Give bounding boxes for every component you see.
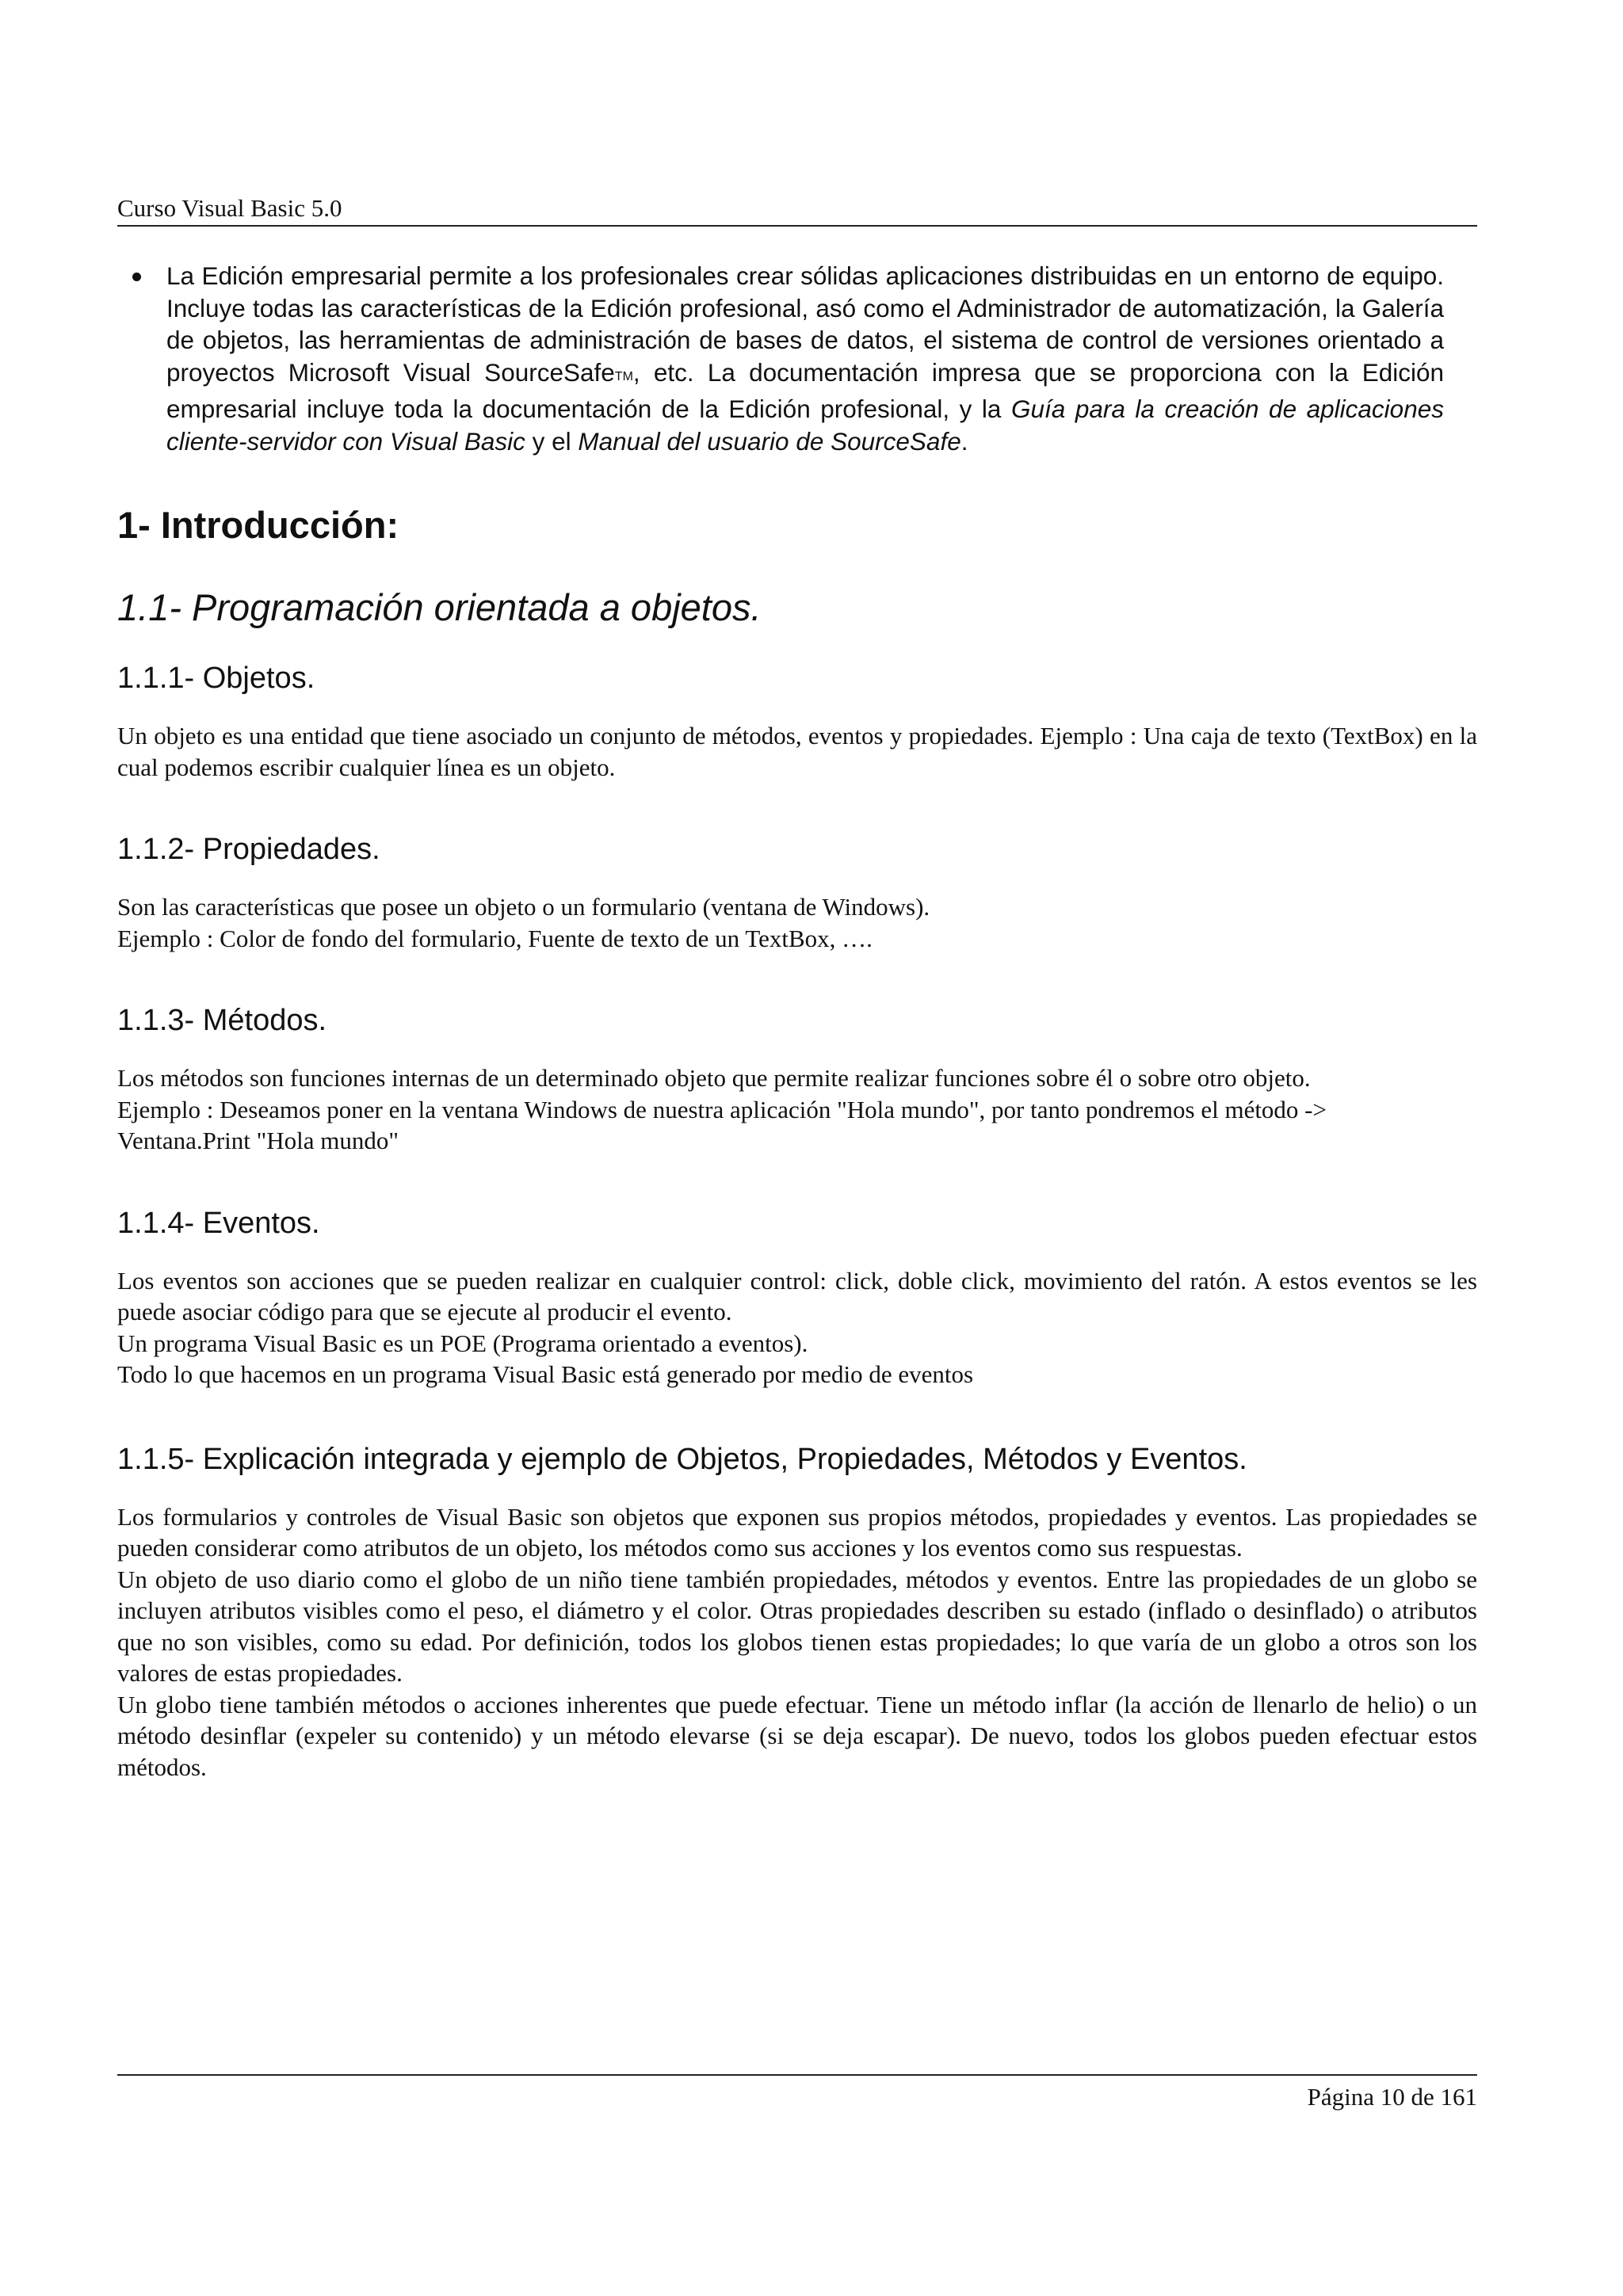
paragraph-metodos-2: Ejemplo : Deseamos poner en la ventana Windows de nuestra aplicación "Hola mundo", por tanto pondremos el método -> (117, 1095, 1327, 1123)
heading-introduccion: 1- Introducción: (117, 504, 399, 546)
bullet-italic-guide-title: Guía para la creación de aplicaciones cliente-servidor con Visual Basic (166, 395, 1444, 456)
paragraph-propiedades-2: Ejemplo : Color de fondo del formulario, Fuente de texto de un TextBox, …. (117, 924, 873, 952)
bullet-item-enterprise-edition (166, 260, 1444, 457)
heading-metodos: 1.1.3- Métodos. (117, 1004, 327, 1037)
paragraph-eventos-2: Un programa Visual Basic es un POE (Programa orientado a eventos). (117, 1329, 808, 1357)
bullet-dot-icon (132, 273, 141, 281)
heading-propiedades: 1.1.2- Propiedades. (117, 833, 380, 866)
paragraph-metodos-1: Los métodos son funciones internas de un determinado objeto que permite realizar funciones sobre él o sobre otro objeto. (117, 1064, 1311, 1092)
heading-explicacion-integrada: 1.1.5- Explicación integrada y ejemplo de Objetos, Propiedades, Métodos y Eventos. (117, 1442, 1247, 1476)
bullet-text-part3: y el (525, 426, 579, 456)
paragraph-eventos-3: Todo lo que hacemos en un programa Visual Basic está generado por medio de eventos (117, 1360, 974, 1388)
footer-rule (117, 2074, 1477, 2076)
bullet-text-part2: , etc. La documentación impresa que se proporciona con la Edición empresarial incluye toda la documentación de la Edición profesional, y la (166, 357, 1445, 423)
bullet-italic-manual-title: Manual del usuario de SourceSafe (578, 426, 961, 456)
running-header: Curso Visual Basic 5.0 (117, 193, 1477, 227)
paragraph-objetos: Un objeto es una entidad que tiene asociado un conjunto de métodos, eventos y propiedades. Ejemplo : Una caja de texto (TextBox) en la cual podemos escribir cualquier línea es un objeto. (117, 722, 1477, 781)
page-number: Página 10 de 161 (1307, 2083, 1477, 2111)
bullet-text-part4: . (960, 426, 968, 456)
paragraph-explicacion-2: Un objeto de uso diario como el globo de un niño tiene también propiedades, métodos y eventos. Entre las propiedades de un globo se incluyen atributos visibles como el peso, el diámetro y el color. Otras propiedades describen su estado (inflado o desinflado) o atributos que no son visibles, como su edad. Por definición, todos los globos tienen estas propiedades; lo que varía de un globo a otros son los valores de estas propiedades. (117, 1565, 1477, 1687)
page-content (117, 260, 1477, 1783)
heading-eventos: 1.1.4- Eventos. (117, 1206, 320, 1240)
paragraph-explicacion-1: Los formularios y controles de Visual Basic son objetos que exponen sus propios métodos, propiedades y eventos. Las propiedades se pueden considerar como atributos de un objeto, los métodos como sus acciones y los eventos como sus respuestas. (117, 1502, 1477, 1562)
paragraph-explicacion-3: Un globo tiene también métodos o acciones inherentes que puede efectuar. Tiene un método inflar (la acción de llenarlo de helio) o un método desinflar (expeler su contenido) y un método elevarse (si se deja escapar). De nuevo, todos los globos pueden efectuar estos métodos. (117, 1690, 1477, 1781)
heading-programacion-orientada-objetos: 1.1- Programación orientada a objetos. (117, 586, 762, 628)
heading-objetos: 1.1.1- Objetos. (117, 662, 315, 695)
paragraph-eventos-1: Los eventos son acciones que se pueden realizar en cualquier control: click, doble click, movimiento del ratón. A estos eventos se les puede asociar código para que se ejecute al producir el evento. (117, 1266, 1477, 1325)
bullet-text-part1: La Edición empresarial permite a los profesionales crear sólidas aplicaciones distribuidas en un entorno de equipo. Incluye todas las características de la Edición profesional, asó como el Administrador de automatización, la Galería de objetos, las herramientas de administración de bases de datos, el sistema de control de versiones orientado a proyectos Microsoft Visual SourceSafe (166, 261, 1444, 387)
trademark-mark: TM (614, 369, 633, 383)
paragraph-propiedades-1: Son las características que posee un objeto o un formulario (ventana de Windows). (117, 893, 930, 921)
paragraph-metodos-3: Ventana.Print "Hola mundo" (117, 1127, 399, 1154)
